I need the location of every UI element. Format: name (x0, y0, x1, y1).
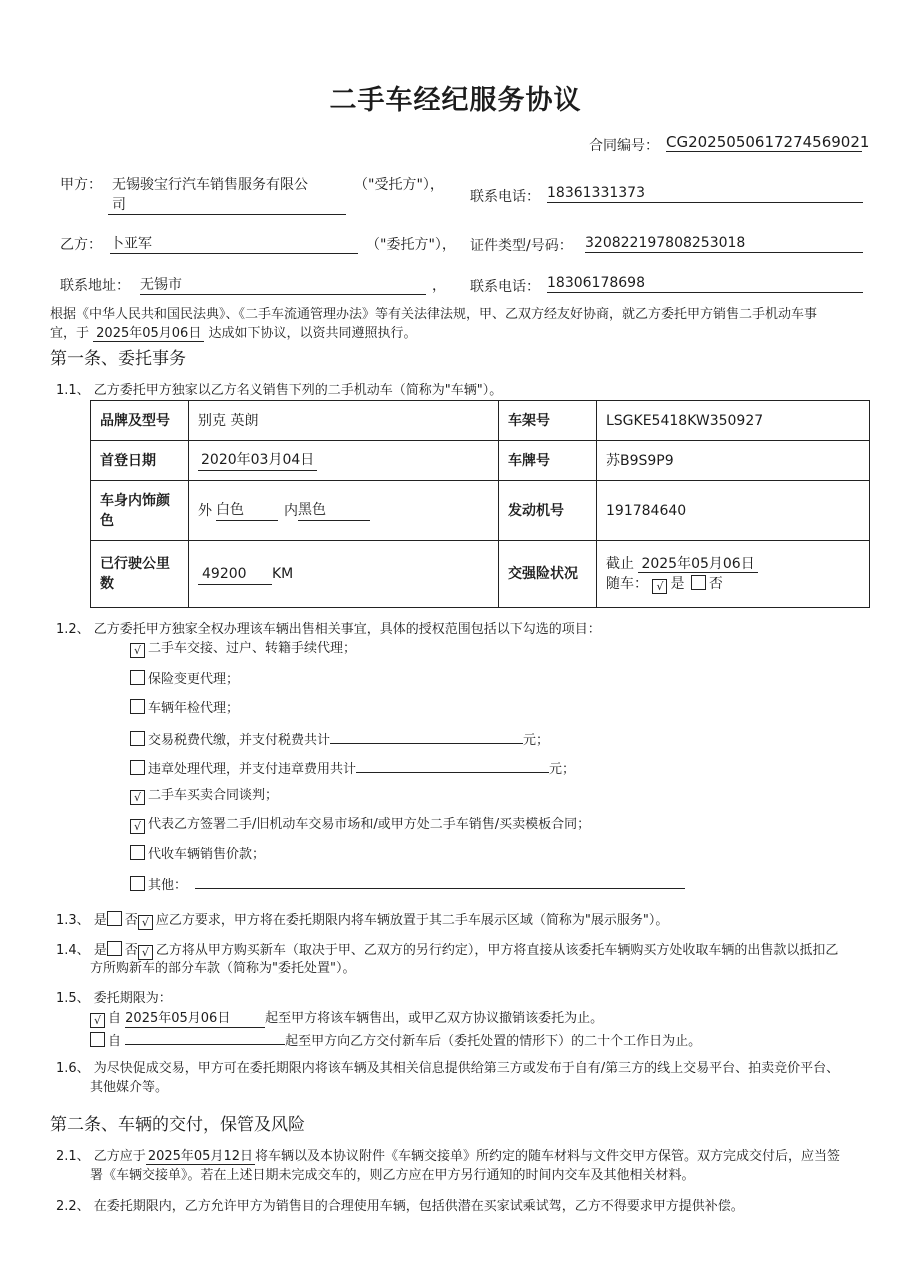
tax-amount-blank[interactable] (330, 728, 523, 744)
mileage-cell: 49200 KM (189, 541, 499, 608)
option-item: √二手车买卖合同谈判； (130, 787, 278, 805)
option-item: 交易税费代缴，并支付税费共计 元； (130, 728, 549, 749)
party-b-id-label: 证件类型/号码： (470, 238, 573, 254)
option-item: √二手车交接、过户、转籍手续代理； (130, 640, 356, 658)
clause-1-6-line1: 1.6、 为尽快促成交易，甲方可在委托期限内将该车辆及其相关信息提供给第三方或发布于自有/第三方的线上交易平台、拍卖竞价平台、 (56, 1061, 840, 1076)
option-checkbox[interactable] (130, 790, 145, 805)
vin-label: 车架号 (499, 401, 597, 441)
option-item: 保险变更代理； (130, 670, 239, 688)
party-b-role: （"委托方"）， (366, 237, 456, 253)
party-a-phone: 18361331373 (547, 184, 863, 203)
contract-no-label: 合同编号： (589, 138, 659, 154)
brand-label: 品牌及型号 (91, 401, 189, 441)
clause-1-3: 1.3、 是 否√ 应乙方要求，甲方将在委托期限内将车辆放置于其二手车展示区域（简称为"展示服务"）。 (56, 911, 668, 930)
insurance-until: 2025年05月06日 (638, 556, 757, 573)
display-service-no-checkbox[interactable] (138, 915, 153, 930)
option-checkbox[interactable] (130, 731, 145, 746)
handover-date: 2025年05月12日 (147, 1149, 253, 1164)
party-b-phone: 18306178698 (547, 274, 863, 293)
term-option-2-checkbox[interactable] (90, 1032, 105, 1047)
clause-1-1: 1.1、 乙方委托甲方独家以乙方名义销售下列的二手机动车（简称为"车辆"）。 (56, 383, 503, 398)
brand-value: 别克 英朗 (189, 401, 499, 441)
reg-date-label: 首登日期 (91, 441, 189, 481)
party-b-name: 卜亚军 (110, 235, 358, 254)
vehicle-table (90, 400, 870, 608)
address-value: 无锡市 (140, 276, 426, 295)
party-a-label: 甲方： (60, 177, 102, 193)
clause-1-2: 1.2、 乙方委托甲方独家全权办理该车辆出售相关事宜，具体的授权范围包括以下勾选的项目： (56, 622, 601, 637)
clause-2-1: 2.1、 乙方应于 2025年05月12日 将车辆以及本协议附件《车辆交接单》所约定的随车材料与文件交甲方保管。双方完成交付后，应当签 (56, 1149, 840, 1164)
section1-heading: 第一条、委托事务 (50, 349, 186, 369)
intro-date: 2025年05月06日 (93, 326, 204, 342)
plate-label: 车牌号 (499, 441, 597, 481)
party-b-id-number: 320822197808253018 (585, 234, 863, 253)
reg-date-cell (189, 441, 499, 481)
violation-amount-blank[interactable] (356, 757, 549, 773)
interior-color: 黑色 (298, 500, 370, 521)
display-service-yes-checkbox[interactable] (107, 911, 122, 926)
option-checkbox[interactable] (130, 699, 145, 714)
exterior-color: 白色 (216, 500, 278, 521)
color-cell: 外 白色 内 黑色 (189, 481, 499, 541)
term-start-date: 2025年05月06日 (125, 1010, 265, 1028)
insurance-cell: 截止 2025年05月06日 随车： √ 是 否 (597, 541, 870, 608)
contract-no: CG2025050617274569021 (666, 133, 870, 151)
engine-label: 发动机号 (499, 481, 597, 541)
plate-value: 苏B9S9P9 (597, 441, 870, 481)
option-item: √代表乙方签署二手/旧机动车交易市场和/或甲方处二手车销售/买卖模板合同； (130, 816, 590, 834)
party-b-phone-label: 联系电话： (470, 279, 540, 295)
clause-2-2: 2.2、 在委托期限内，乙方允许甲方为销售目的合理使用车辆，包括供潜在买家试乘试驾，乙方不得要求甲方提供补偿。 (56, 1199, 744, 1214)
color-label: 车身内饰颜 色 (91, 481, 189, 541)
option-item: 违章处理代理，并支付违章费用共计 元； (130, 757, 575, 778)
mileage-label: 已行驶公里 数 (91, 541, 189, 608)
clause-1-6-line2: 其他媒介等。 (90, 1080, 169, 1095)
option-checkbox[interactable] (130, 845, 145, 860)
option-checkbox[interactable] (130, 819, 145, 834)
term-option-1: √自 2025年05月06日 起至甲方将该车辆售出，或甲乙双方协议撤销该委托为止。 (90, 1010, 603, 1028)
option-item: 车辆年检代理； (130, 699, 239, 717)
address-comma: ， (432, 278, 446, 294)
clause-2-1-line2: 署《车辆交接单》。若在上述日期未完成交车的，则乙方应在甲方另行通知的时间内交车及其他相关材料。 (90, 1168, 695, 1183)
disposal-no-checkbox[interactable] (138, 945, 153, 960)
term-option-2-blank[interactable] (125, 1029, 285, 1045)
mileage-value: 49200 (198, 564, 272, 585)
option-checkbox[interactable] (130, 876, 145, 891)
party-a-name-line1: 无锡骏宝行汽车销售服务有限公 (112, 177, 308, 193)
party-b-label: 乙方： (60, 237, 102, 253)
address-label: 联系地址： (60, 278, 130, 294)
with-car-yes-checkbox[interactable] (652, 579, 667, 594)
party-a-phone-label: 联系电话： (470, 189, 540, 205)
option-checkbox[interactable] (130, 643, 145, 658)
clause-1-4: 1.4、 是 否√ 乙方将从甲方购买新车（取决于甲、乙双方的另行约定），甲方将直接从该委托车辆购买方处收取车辆的出售款以抵扣乙 (56, 941, 838, 960)
option-item: 其他： (130, 873, 685, 894)
option-item: 代收车辆销售价款； (130, 845, 265, 863)
term-option-1-checkbox[interactable] (90, 1013, 105, 1028)
insurance-label: 交强险状况 (499, 541, 597, 608)
section2-heading: 第二条、车辆的交付，保管及风险 (50, 1115, 305, 1135)
option-checkbox[interactable] (130, 760, 145, 775)
party-a-name-line2: 司 (108, 196, 346, 215)
term-option-2: 自 起至甲方向乙方交付新车后（委托处置的情形下）的二十个工作日为止。 (90, 1029, 701, 1050)
option-checkbox[interactable] (130, 670, 145, 685)
clause-1-5-heading: 1.5、 委托期限为： (56, 991, 172, 1006)
with-car-no-checkbox[interactable] (691, 575, 706, 590)
intro-line2: 宜，于 2025年05月06日 达成如下协议，以资共同遵照执行。 (50, 326, 417, 341)
party-a-role: （"受托方"）， (354, 177, 444, 193)
reg-date-value: 2020年03月04日 (198, 450, 317, 471)
engine-value: 191784640 (597, 481, 870, 541)
vin-value: LSGKE5418KW350927 (597, 401, 870, 441)
disposal-yes-checkbox[interactable] (107, 941, 122, 956)
intro-line1: 根据《中华人民共和国民法典》、《二手车流通管理办法》等有关法律法规，甲、乙双方经友好协商，就乙方委托甲方销售二手机动车事 (50, 307, 818, 322)
clause-1-4-line2: 方所购新车的部分车款（简称为"委托处置"）。 (90, 961, 356, 976)
other-blank[interactable] (195, 873, 685, 889)
page-title: 二手车经纪服务协议 (329, 85, 582, 116)
